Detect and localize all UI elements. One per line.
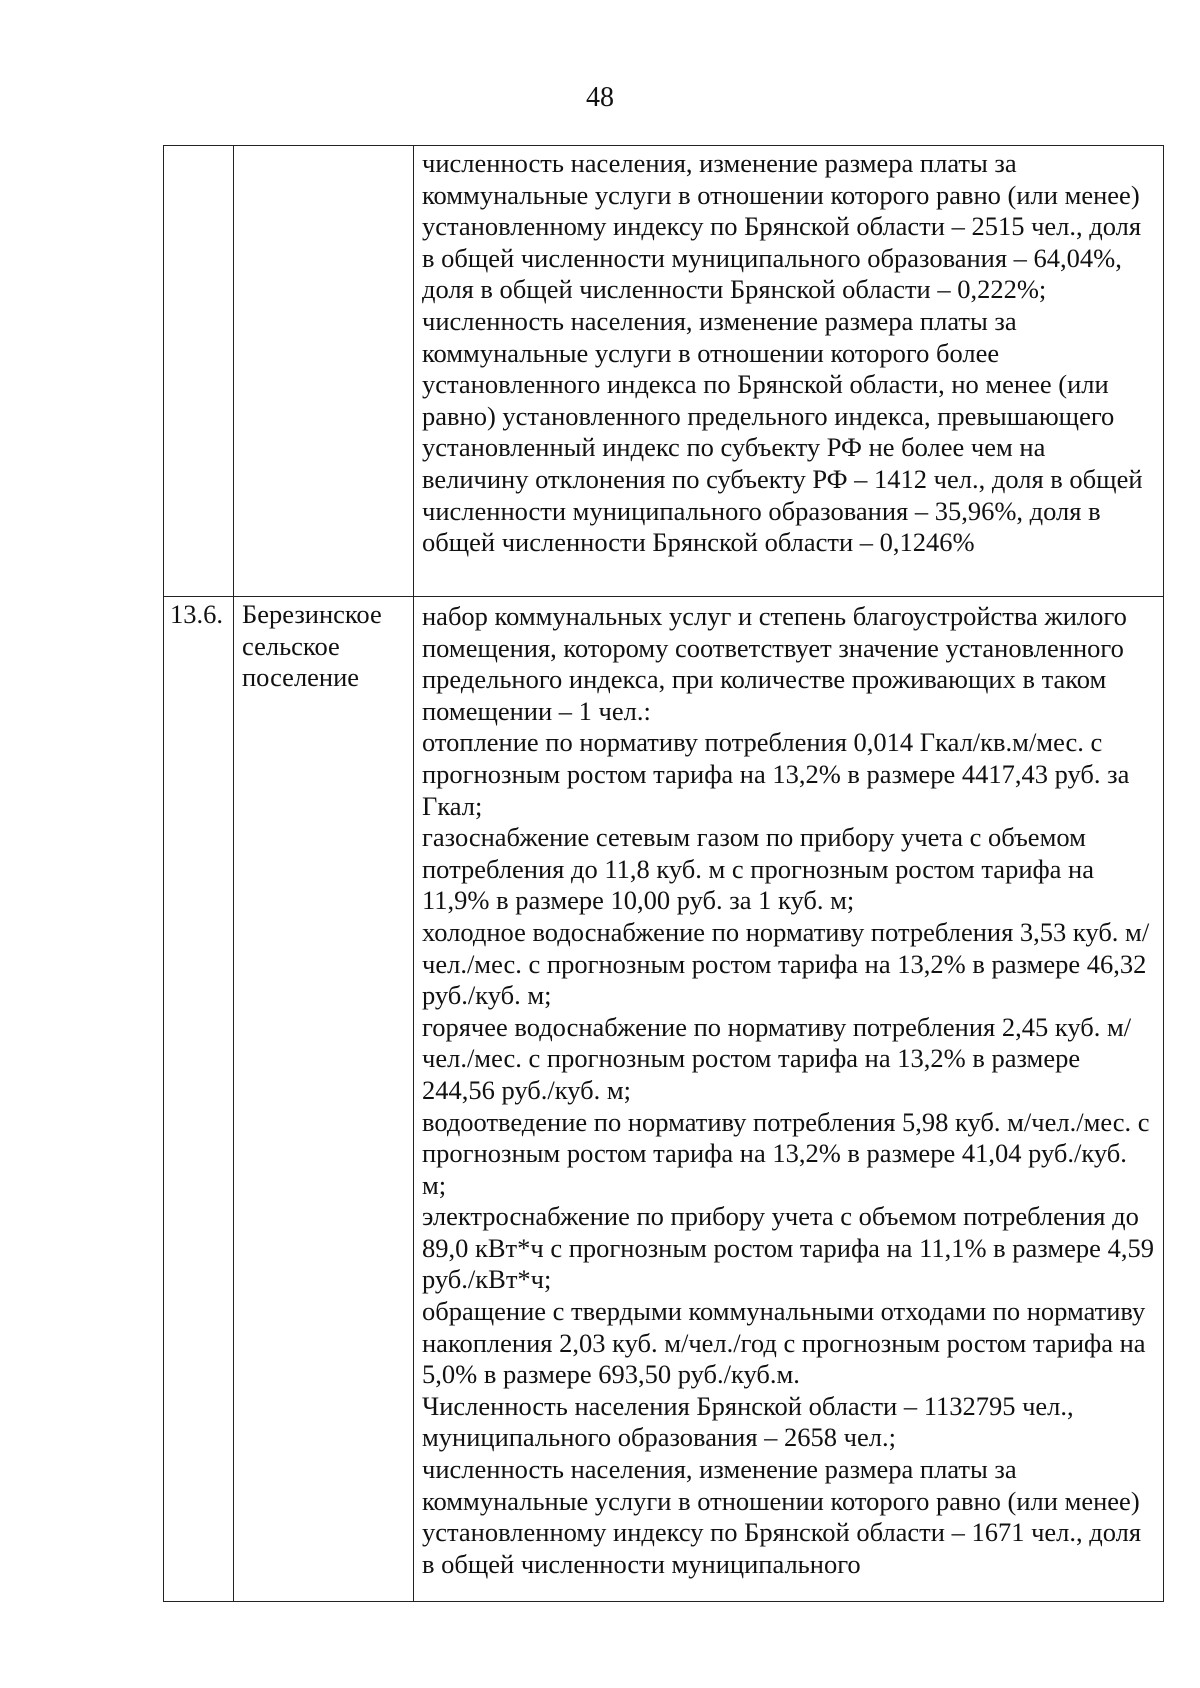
- population-paragraph: Численность населения Брянской области – 1132795 чел., муниципального образования – 2658 чел.;: [422, 1390, 1074, 1453]
- gas-supply-paragraph: газоснабжение сетевым газом по прибору учета с объемом потребления до 11,8 куб. м с прогнозным ростом тарифа на 11,9% в размере 10,00 руб. за 1 куб. м;: [422, 822, 1094, 916]
- description-cell: [414, 146, 1164, 597]
- cold-water-paragraph: холодное водоснабжение по нормативу потребления 3,53 куб. м/чел./мес. с прогнозным ростом тарифа на 13,2% в размере 46,32 руб./куб. м;: [422, 916, 1150, 1011]
- tariff-table: [163, 145, 1164, 1602]
- description-paragraph: численность населения, изменение размера платы за коммунальные услуги в отношении которого равно (или менее) установленному индексу по Брянской области – 1671 чел., доля в общей численности муниципального: [422, 1454, 1142, 1579]
- description-cell: [414, 597, 1164, 1602]
- heating-paragraph: отопление по нормативу потребления 0,014 Гкал/кв.м/мес. с прогнозным ростом тарифа на 13,2% в размере 4417,43 руб. за Гкал;: [422, 727, 1130, 821]
- table-row: [164, 597, 1164, 1602]
- description-paragraph: численность населения, изменение размера платы за коммунальные услуги в отношении которого равно (или менее) установленному индексу по Брянской области – 2515 чел., доля в общей численности муниципального образования – 64,04%, доля в общей численности Брянской области – 0,222%;: [422, 148, 1142, 305]
- page-number: 48: [586, 82, 614, 113]
- municipality-name-cell: Березинское сельское поселение: [234, 597, 414, 1602]
- table-row: [164, 146, 1164, 597]
- row-number-cell: [164, 146, 234, 597]
- sewerage-paragraph: водоотведение по нормативу потребления 5,98 куб. м/чел./мес. с прогнозным ростом тарифа на 13,2% в размере 41,04 руб./куб. м;: [422, 1106, 1150, 1200]
- municipality-name-cell: [234, 146, 414, 597]
- waste-paragraph: обращение с твердыми коммунальными отходами по нормативу накопления 2,03 куб. м/чел./год с прогнозным ростом тарифа на 5,0% в размере 693,50 руб./куб.м.: [422, 1296, 1146, 1390]
- row-number-cell: 13.6.: [164, 597, 234, 1602]
- electricity-paragraph: электроснабжение по прибору учета с объемом потребления до 89,0 кВт*ч с прогнозным ростом тарифа на 11,1% в размере 4,59 руб./кВт*ч;: [422, 1201, 1154, 1295]
- description-paragraph: численность населения, изменение размера платы за коммунальные услуги в отношении которого более установленного индекса по Брянской области, но менее (или равно) установленного предельного индекса, превышающего установленный индекс по субъекту РФ не более чем на величину отклонения по субъекту РФ – 1412 чел., доля в общей численности муниципального образования – 35,96%, доля в общей численности Брянской области – 0,1246%: [422, 305, 1143, 558]
- description-paragraph: набор коммунальных услуг и степень благоустройства жилого помещения, которому соответствует значение установленного предельного индекса, при количестве проживающих в таком помещении – 1 чел.:: [422, 601, 1127, 726]
- hot-water-paragraph: горячее водоснабжение по нормативу потребления 2,45 куб. м/чел./мес. с прогнозным ростом тарифа на 13,2% в размере 244,56 руб./куб. м;: [422, 1011, 1132, 1105]
